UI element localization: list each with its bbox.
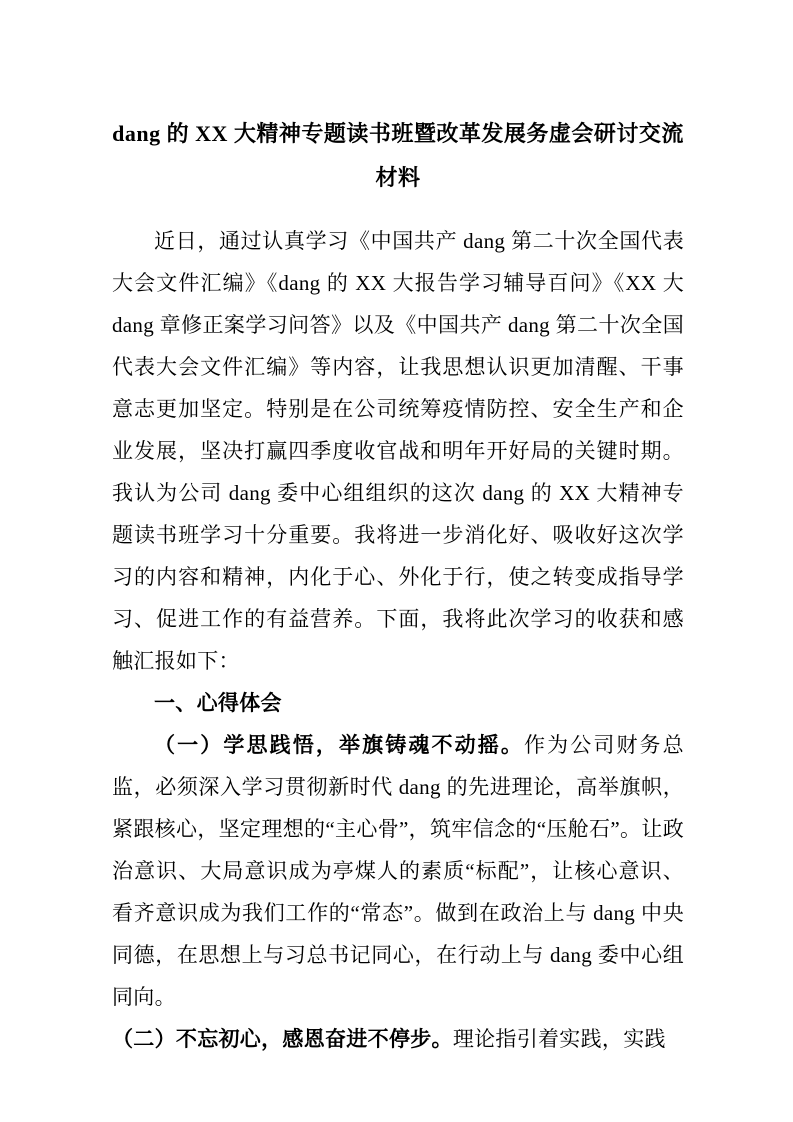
point2-paragraph: [112, 1018, 684, 1060]
point1-lead: （一）学思践悟，举旗铸魂不动摇。: [154, 733, 524, 757]
point1-text: 作为公司财务总监，必须深入学习贯彻新时代 dang 的先进理论，高举旗帜，紧跟核心，坚定理想的“主心骨”，筑牢信念的“压舱石”。让政治意识、大局意识成为亭煤人的素质“标配”，让核心意识、看齐意识成为我们工作的“常态”。做到在政治上与 dang 中央同德，在思想上与习总书记同心，在行动上与 dang 委中心组同向。: [112, 733, 684, 1009]
point2-text: 理论指引着实践，实践: [452, 1027, 666, 1051]
point2-lead: （二）不忘初心，感恩奋进不停步。: [112, 1027, 453, 1051]
document-content: [112, 0, 684, 1060]
section-heading: 一、心得体会: [154, 691, 282, 715]
intro-paragraph-text: 近日，通过认真学习《中国共产 dang 第二十次全国代表大会文件汇编》《dang 的 XX 大报告学习辅导百问》《XX 大 dang 章修正案学习问答》以及《中国共产 dang 第二十次全国代表大会文件汇编》等内容，让我思想认识更加清醒、干事意志更加坚定。特别是在公司统筹疫情防控、安全生产和企业发展，坚决打赢四季度收官战和明年开好局的关键时期。我认为公司 dang 委中心组组织的这次 dang 的 XX 大精神专题读书班学习十分重要。我将进一步消化好、吸收好这次学习的内容和精神，内化于心、外化于行，使之转变成指导学习、促进工作的有益营养。下面，我将此次学习的收获和感触汇报如下：: [112, 229, 684, 673]
intro-paragraph: [112, 220, 684, 682]
document-title: dang 的 XX 大精神专题读书班暨改革发展务虚会研讨交流材料: [112, 121, 684, 190]
point1-paragraph: [112, 724, 684, 1018]
